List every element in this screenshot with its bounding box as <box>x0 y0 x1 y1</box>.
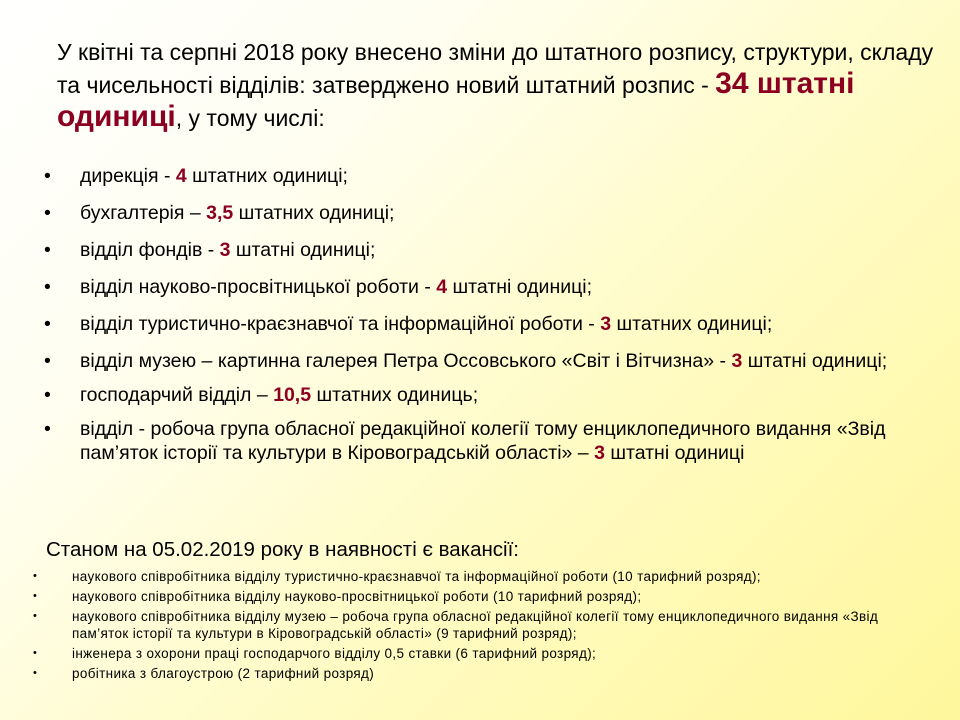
bullet: • <box>44 384 51 406</box>
department-label: господарчий відділ – <box>80 384 274 406</box>
bullet: • <box>44 165 51 187</box>
department-suffix: штатних одиниці; <box>186 165 348 187</box>
department-suffix: штатні одиниці <box>604 442 745 464</box>
department-suffix: штатні одиниці; <box>742 350 888 372</box>
department-list <box>0 164 960 465</box>
bullet: • <box>44 313 51 335</box>
total-staff-units: 34 штатні одиниці <box>57 67 855 133</box>
bullet: • <box>44 239 51 261</box>
list-item <box>0 312 960 336</box>
staff-count: 10,5 <box>273 384 312 406</box>
bullet: • <box>33 570 38 582</box>
vacancy-text: наукового співробітника відділу науково-просвітницької роботи (10 тарифний розряд); <box>72 589 642 604</box>
staff-count: 3,5 <box>206 202 234 224</box>
vacancy-text: наукового співробітника відділу музею – робоча група обласної редакційної колегії тому енциклопедичного видання «Звід пам’яток історії та культури в Кіровоградській області» (9 тарифний розряд); <box>72 609 879 641</box>
list-item <box>0 588 960 605</box>
intro-text-end: , у тому числі: <box>175 105 325 131</box>
department-label: відділ фондів - <box>80 239 220 261</box>
department-label: відділ - робоча група обласної редакційної колегії тому енциклопедичного видання «Звід пам’яток історії та культури в Кіровоградській області» – <box>80 418 886 464</box>
bullet: • <box>44 202 51 224</box>
staff-count: 3 <box>731 350 743 372</box>
vacancy-text: робітника з благоустрою (2 тарифний розряд) <box>72 666 375 681</box>
vacancy-text: наукового співробітника відділу туристично-краєзнавчої та інформаційної роботи (10 тарифний розряд); <box>72 569 761 584</box>
bullet: • <box>33 590 38 602</box>
department-suffix: штатних одиниці; <box>611 313 773 335</box>
bullet: • <box>44 350 51 372</box>
list-item <box>0 349 960 373</box>
staff-count: 4 <box>175 165 187 187</box>
list-item <box>0 201 960 225</box>
list-item <box>0 417 960 465</box>
department-suffix: штатних одиниць; <box>311 384 479 406</box>
staff-count: 4 <box>436 276 448 298</box>
department-label: дирекція - <box>80 165 176 187</box>
staff-count: 3 <box>594 442 605 464</box>
vacancy-text: інженера з охорони праці господарчого відділу 0,5 ставки (6 тарифний розряд); <box>72 646 597 661</box>
list-item <box>0 275 960 299</box>
bullet: • <box>44 276 51 298</box>
staff-count: 3 <box>600 313 612 335</box>
list-item <box>0 238 960 262</box>
bullet: • <box>33 610 38 622</box>
list-item <box>0 665 960 682</box>
list-item <box>0 164 960 188</box>
department-label: бухгалтерія – <box>80 202 207 224</box>
department-label: відділ туристично-краєзнавчої та інформаційної роботи - <box>80 313 601 335</box>
bullet: • <box>33 667 38 679</box>
department-suffix: штатні одиниці; <box>447 276 593 298</box>
bullet: • <box>33 647 38 659</box>
department-suffix: штатних одиниці; <box>233 202 395 224</box>
vacancies-heading: Станом на 05.02.2019 року в наявності є вакансії: <box>46 538 520 561</box>
department-suffix: штатні одиниці; <box>230 239 376 261</box>
list-item <box>0 645 960 662</box>
list-item <box>0 568 960 585</box>
department-label: відділ музею – картинна галерея Петра Оссовського «Світ і Вітчизна» - <box>80 350 732 372</box>
intro-text: У квітні та серпні 2018 року внесено зміни до штатного розпису, структури, складу та чисельності відділів: затверджено новий штатний розпис - <box>57 39 934 98</box>
vacancies-list <box>0 568 960 685</box>
staff-count: 3 <box>219 239 231 261</box>
bullet: • <box>44 418 51 440</box>
list-item <box>0 383 960 407</box>
department-label: відділ науково-просвітницької роботи - <box>80 276 437 298</box>
intro-paragraph <box>57 36 952 134</box>
list-item <box>0 608 960 642</box>
